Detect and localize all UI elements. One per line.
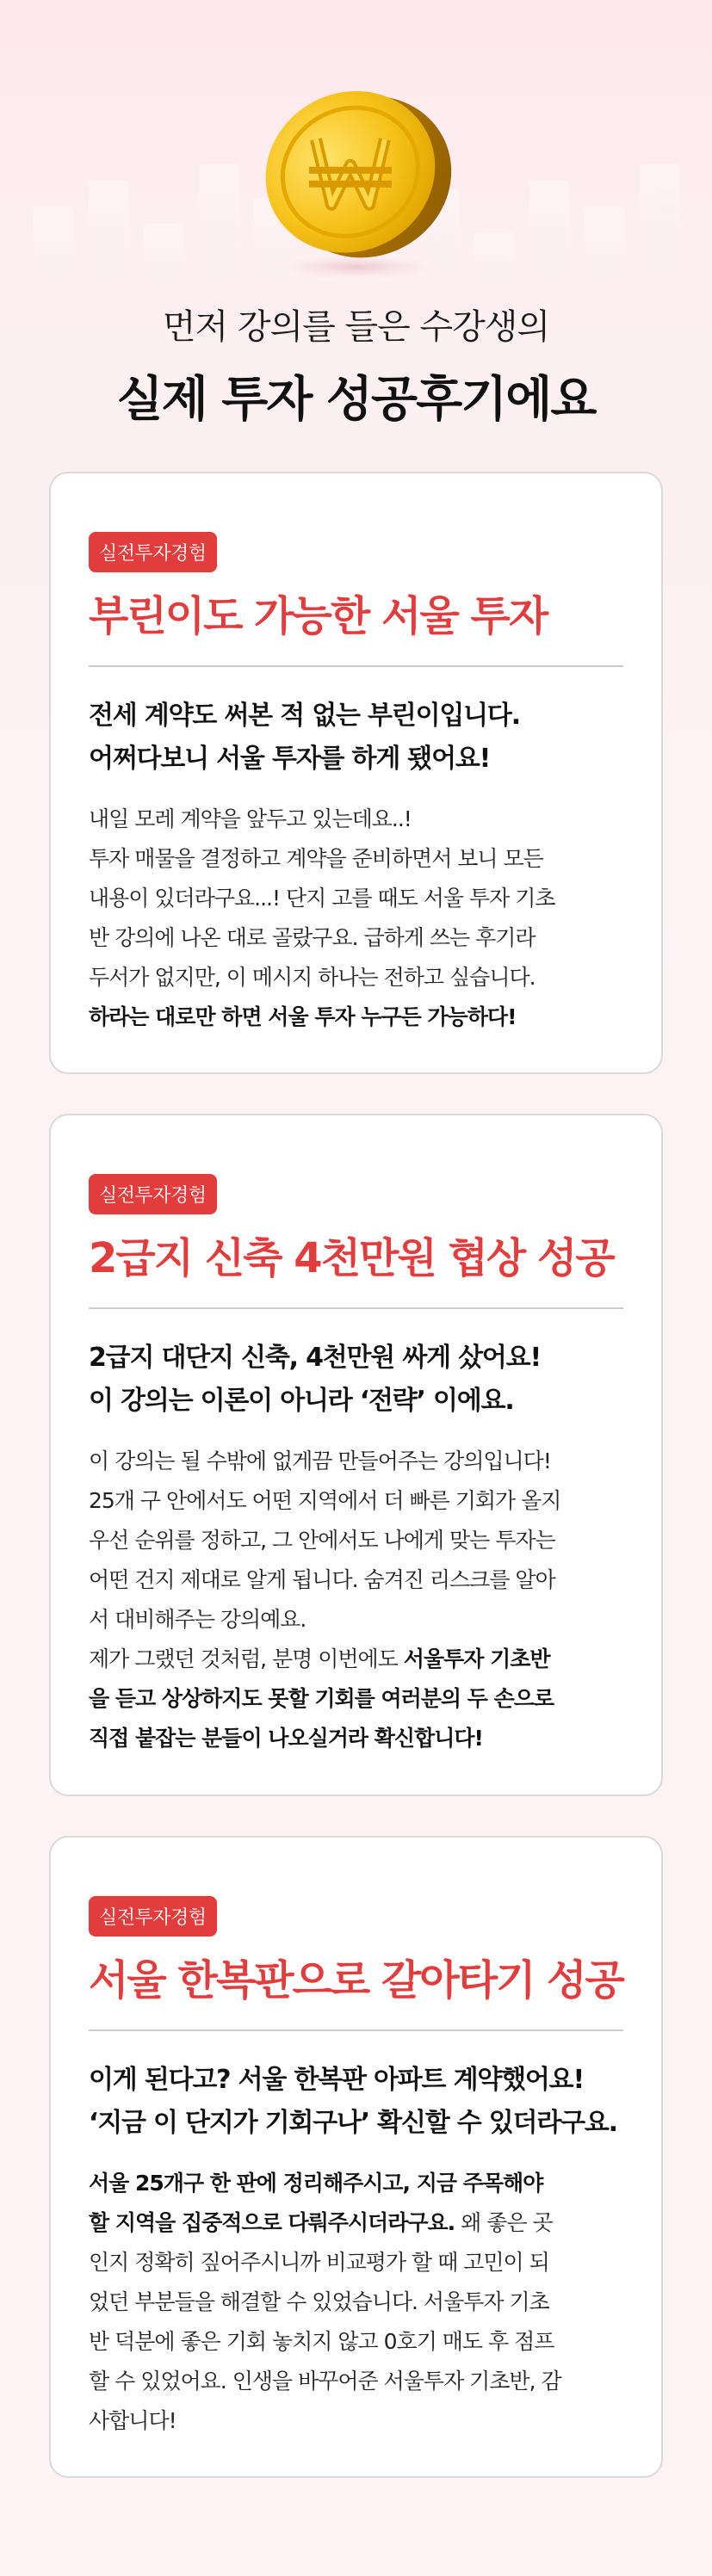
review-card — [49, 1114, 663, 1796]
review-body-line: 우선 순위를 정하고, 그 안에서도 나에게 맞는 투자는 — [89, 1528, 555, 1553]
review-badge: 실전투자경험 — [89, 1896, 217, 1937]
review-body-line: 어떤 건지 제대로 알게 됩니다. 숨겨진 리스크를 알아 — [89, 1567, 555, 1592]
review-title: 부린이도 가능한 서울 투자 — [89, 592, 548, 640]
divider — [89, 2029, 623, 2031]
review-body-emphasis: 직접 붙잡는 분들이 나오실거라 확신합니다! — [89, 1726, 483, 1751]
review-lead-line: ‘지금 이 단지가 기회구나’ 확신할 수 있더라구요. — [89, 2108, 617, 2138]
review-lead-line: 2급지 대단지 신축, 4천만원 싸게 샀어요! — [89, 1343, 541, 1373]
review-lead — [89, 2059, 623, 2145]
review-body-line: 내일 모레 계약을 앞두고 있는데요..! — [89, 806, 412, 831]
review-badge: 실전투자경험 — [89, 1174, 217, 1214]
divider — [89, 1307, 623, 1309]
review-body-line: 투자 매물을 결정하고 계약을 준비하면서 보니 모든 — [89, 846, 543, 871]
review-body-line: 할 수 있었어요. 인생을 바꾸어준 서울투자 기초반, 감 — [89, 2369, 561, 2394]
review-body-line: 반 덕분에 좋은 기회 놓치지 않고 0호기 매도 후 점프 — [89, 2329, 554, 2354]
review-lead-line: 어쩌다보니 서울 투자를 하게 됐어요! — [89, 744, 491, 774]
review-body-line: 왜 좋은 곳 — [455, 2210, 553, 2235]
review-lead — [89, 1337, 623, 1423]
divider — [89, 665, 623, 667]
hero-subtitle: 먼저 강의를 들은 수강생의 — [162, 307, 550, 347]
review-body — [89, 800, 623, 1037]
review-body-line: 반 강의에 나온 대로 골랐구요. 급하게 쓰는 후기라 — [89, 925, 536, 950]
review-body-line: 이 강의는 될 수밖에 없게끔 만들어주는 강의입니다! — [89, 1449, 551, 1473]
gold-won-coin-icon — [250, 69, 465, 284]
review-title: 2급지 신축 4천만원 협상 성공 — [89, 1234, 614, 1282]
review-body-line: 두서가 없지만, 이 메시지 하나는 전하고 싶습니다. — [89, 965, 536, 990]
review-lead — [89, 695, 623, 781]
review-body-line: 사합니다! — [89, 2408, 176, 2433]
review-body-line: 인지 정확히 짚어주시니까 비교평가 할 때 고민이 되 — [89, 2250, 549, 2275]
review-body — [89, 1442, 623, 1758]
review-body-line: 내용이 있더라구요...! 단지 고를 때도 서울 투자 기초 — [89, 886, 555, 911]
review-title: 서울 한복판으로 갈아타기 성공 — [89, 1956, 623, 2005]
review-lead-line: 전세 계약도 써본 적 없는 부린이입니다. — [89, 701, 520, 731]
review-body-emphasis: 을 듣고 상상하지도 못할 기회를 여러분의 두 손으로 — [89, 1686, 554, 1711]
review-body — [89, 2164, 623, 2441]
review-badge: 실전투자경험 — [89, 532, 217, 572]
hero-title: 실제 투자 성공후기에요 — [116, 372, 596, 428]
review-body-line: 25개 구 안에서도 어떤 지역에서 더 빠른 기회가 올지 — [89, 1488, 561, 1513]
review-body-emphasis: 할 지역을 집중적으로 다뤄주시더라구요. — [89, 2210, 455, 2235]
review-body-emphasis: 하라는 대로만 하면 서울 투자 누구든 가능하다! — [89, 1004, 517, 1029]
review-body-emphasis: 서울 25개구 한 판에 정리해주시고, 지금 주목해야 — [89, 2171, 543, 2196]
review-card — [49, 472, 663, 1074]
review-body-line: 서 대비해주는 강의예요. — [89, 1607, 306, 1632]
hero-section — [0, 0, 712, 469]
review-card — [49, 1836, 663, 2478]
review-lead-line: 이 강의는 이론이 아니라 ‘전략’ 이에요. — [89, 1386, 514, 1416]
review-body-line: 었던 부분들을 해결할 수 있었습니다. 서울투자 기초 — [89, 2289, 549, 2314]
review-lead-line: 이게 된다고? 서울 한복판 아파트 계약했어요! — [89, 2065, 584, 2095]
review-body-line: 제가 그랬던 것처럼, 분명 이번에도 — [89, 1646, 404, 1671]
review-body-emphasis: 서울투자 기초반 — [403, 1646, 550, 1671]
